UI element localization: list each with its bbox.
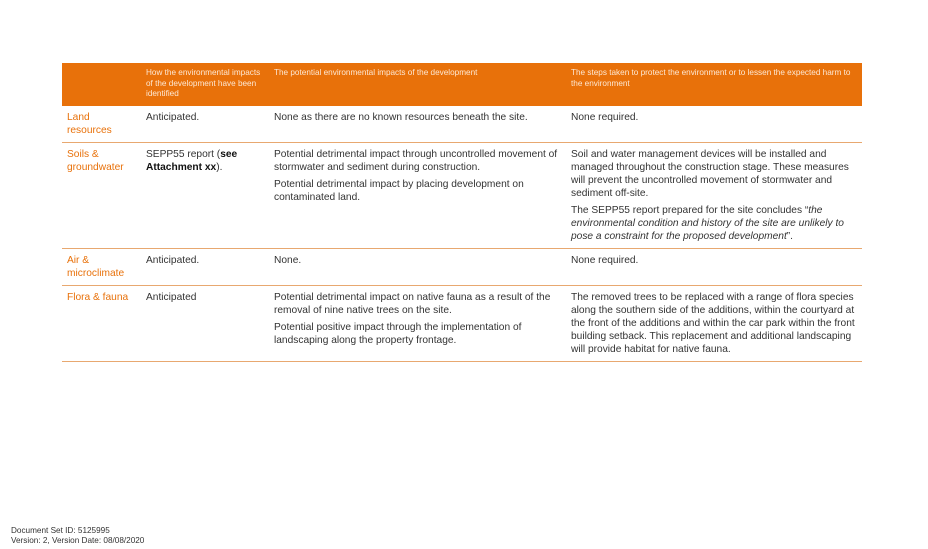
header-impacts: The potential environmental impacts of the development (269, 63, 566, 106)
table-row-land-resources (62, 106, 862, 143)
row-label: Land resources (62, 106, 141, 143)
impact-text: Potential positive impact through the implementation of landscaping along the property frontage. (274, 321, 522, 346)
impact-text: Potential detrimental impact on native fauna as a result of the removal of nine native trees on the site. (274, 291, 551, 316)
document-footer (11, 526, 144, 545)
row-impacts (269, 285, 566, 361)
header-identified: How the environmental impacts of the development have been identified (141, 63, 269, 106)
quote-italic: the environmental condition and history of the site are unlikely to pose a constraint for the proposed development (571, 204, 844, 242)
row-steps (566, 142, 862, 248)
impact-text: None. (274, 254, 302, 266)
table-row-soils-groundwater (62, 142, 862, 248)
document-set-id: Document Set ID: 5125995 (11, 526, 110, 535)
row-identified: Anticipated (141, 285, 269, 361)
steps-text-quote (571, 204, 857, 243)
row-identified: Anticipated. (141, 106, 269, 143)
quote-suffix: ”. (786, 230, 794, 242)
impact-text: None as there are no known resources beneath the site. (274, 111, 528, 123)
steps-text: None required. (571, 254, 639, 266)
steps-text: The removed trees to be replaced with a range of flora species along the southern side of the additions, within the courtyard at the front of the additions and within the car park within the front building setback. This replacement and additional landscaping will provide habitat for native fauna. (571, 291, 855, 355)
steps-text: None required. (571, 111, 639, 123)
steps-text: Soil and water management devices will be installed and managed throughout the construction stage. These measures will prevent the uncontrolled movement of stormwater and sediment off-site. (571, 148, 849, 199)
row-label: Air & microclimate (62, 248, 141, 285)
impact-text: Potential detrimental impact by placing development on contaminated land. (274, 178, 524, 203)
environmental-impacts-table-container (62, 63, 862, 362)
header-category (62, 63, 141, 106)
quote-prefix: The SEPP55 report prepared for the site concludes “ (571, 204, 809, 216)
identified-prefix: SEPP55 report ( (146, 148, 221, 160)
attachment-reference: see Attachment xx (146, 148, 238, 173)
header-steps: The steps taken to protect the environment or to lessen the expected harm to the environment (566, 63, 862, 106)
environmental-impacts-table (62, 63, 862, 362)
row-steps (566, 248, 862, 285)
table-row-flora-fauna (62, 285, 862, 361)
row-steps (566, 285, 862, 361)
table-header-row (62, 63, 862, 106)
row-impacts (269, 106, 566, 143)
table-row-air-microclimate (62, 248, 862, 285)
document-version: Version: 2, Version Date: 08/08/2020 (11, 535, 145, 545)
identified-suffix: ). (216, 161, 223, 173)
row-impacts (269, 142, 566, 248)
row-impacts (269, 248, 566, 285)
impact-text: Potential detrimental impact through uncontrolled movement of stormwater and sediment during construction. (274, 148, 558, 173)
row-label: Soils & groundwater (62, 142, 141, 248)
row-identified: Anticipated. (141, 248, 269, 285)
row-label: Flora & fauna (62, 285, 141, 361)
row-steps (566, 106, 862, 143)
row-identified (141, 142, 269, 248)
